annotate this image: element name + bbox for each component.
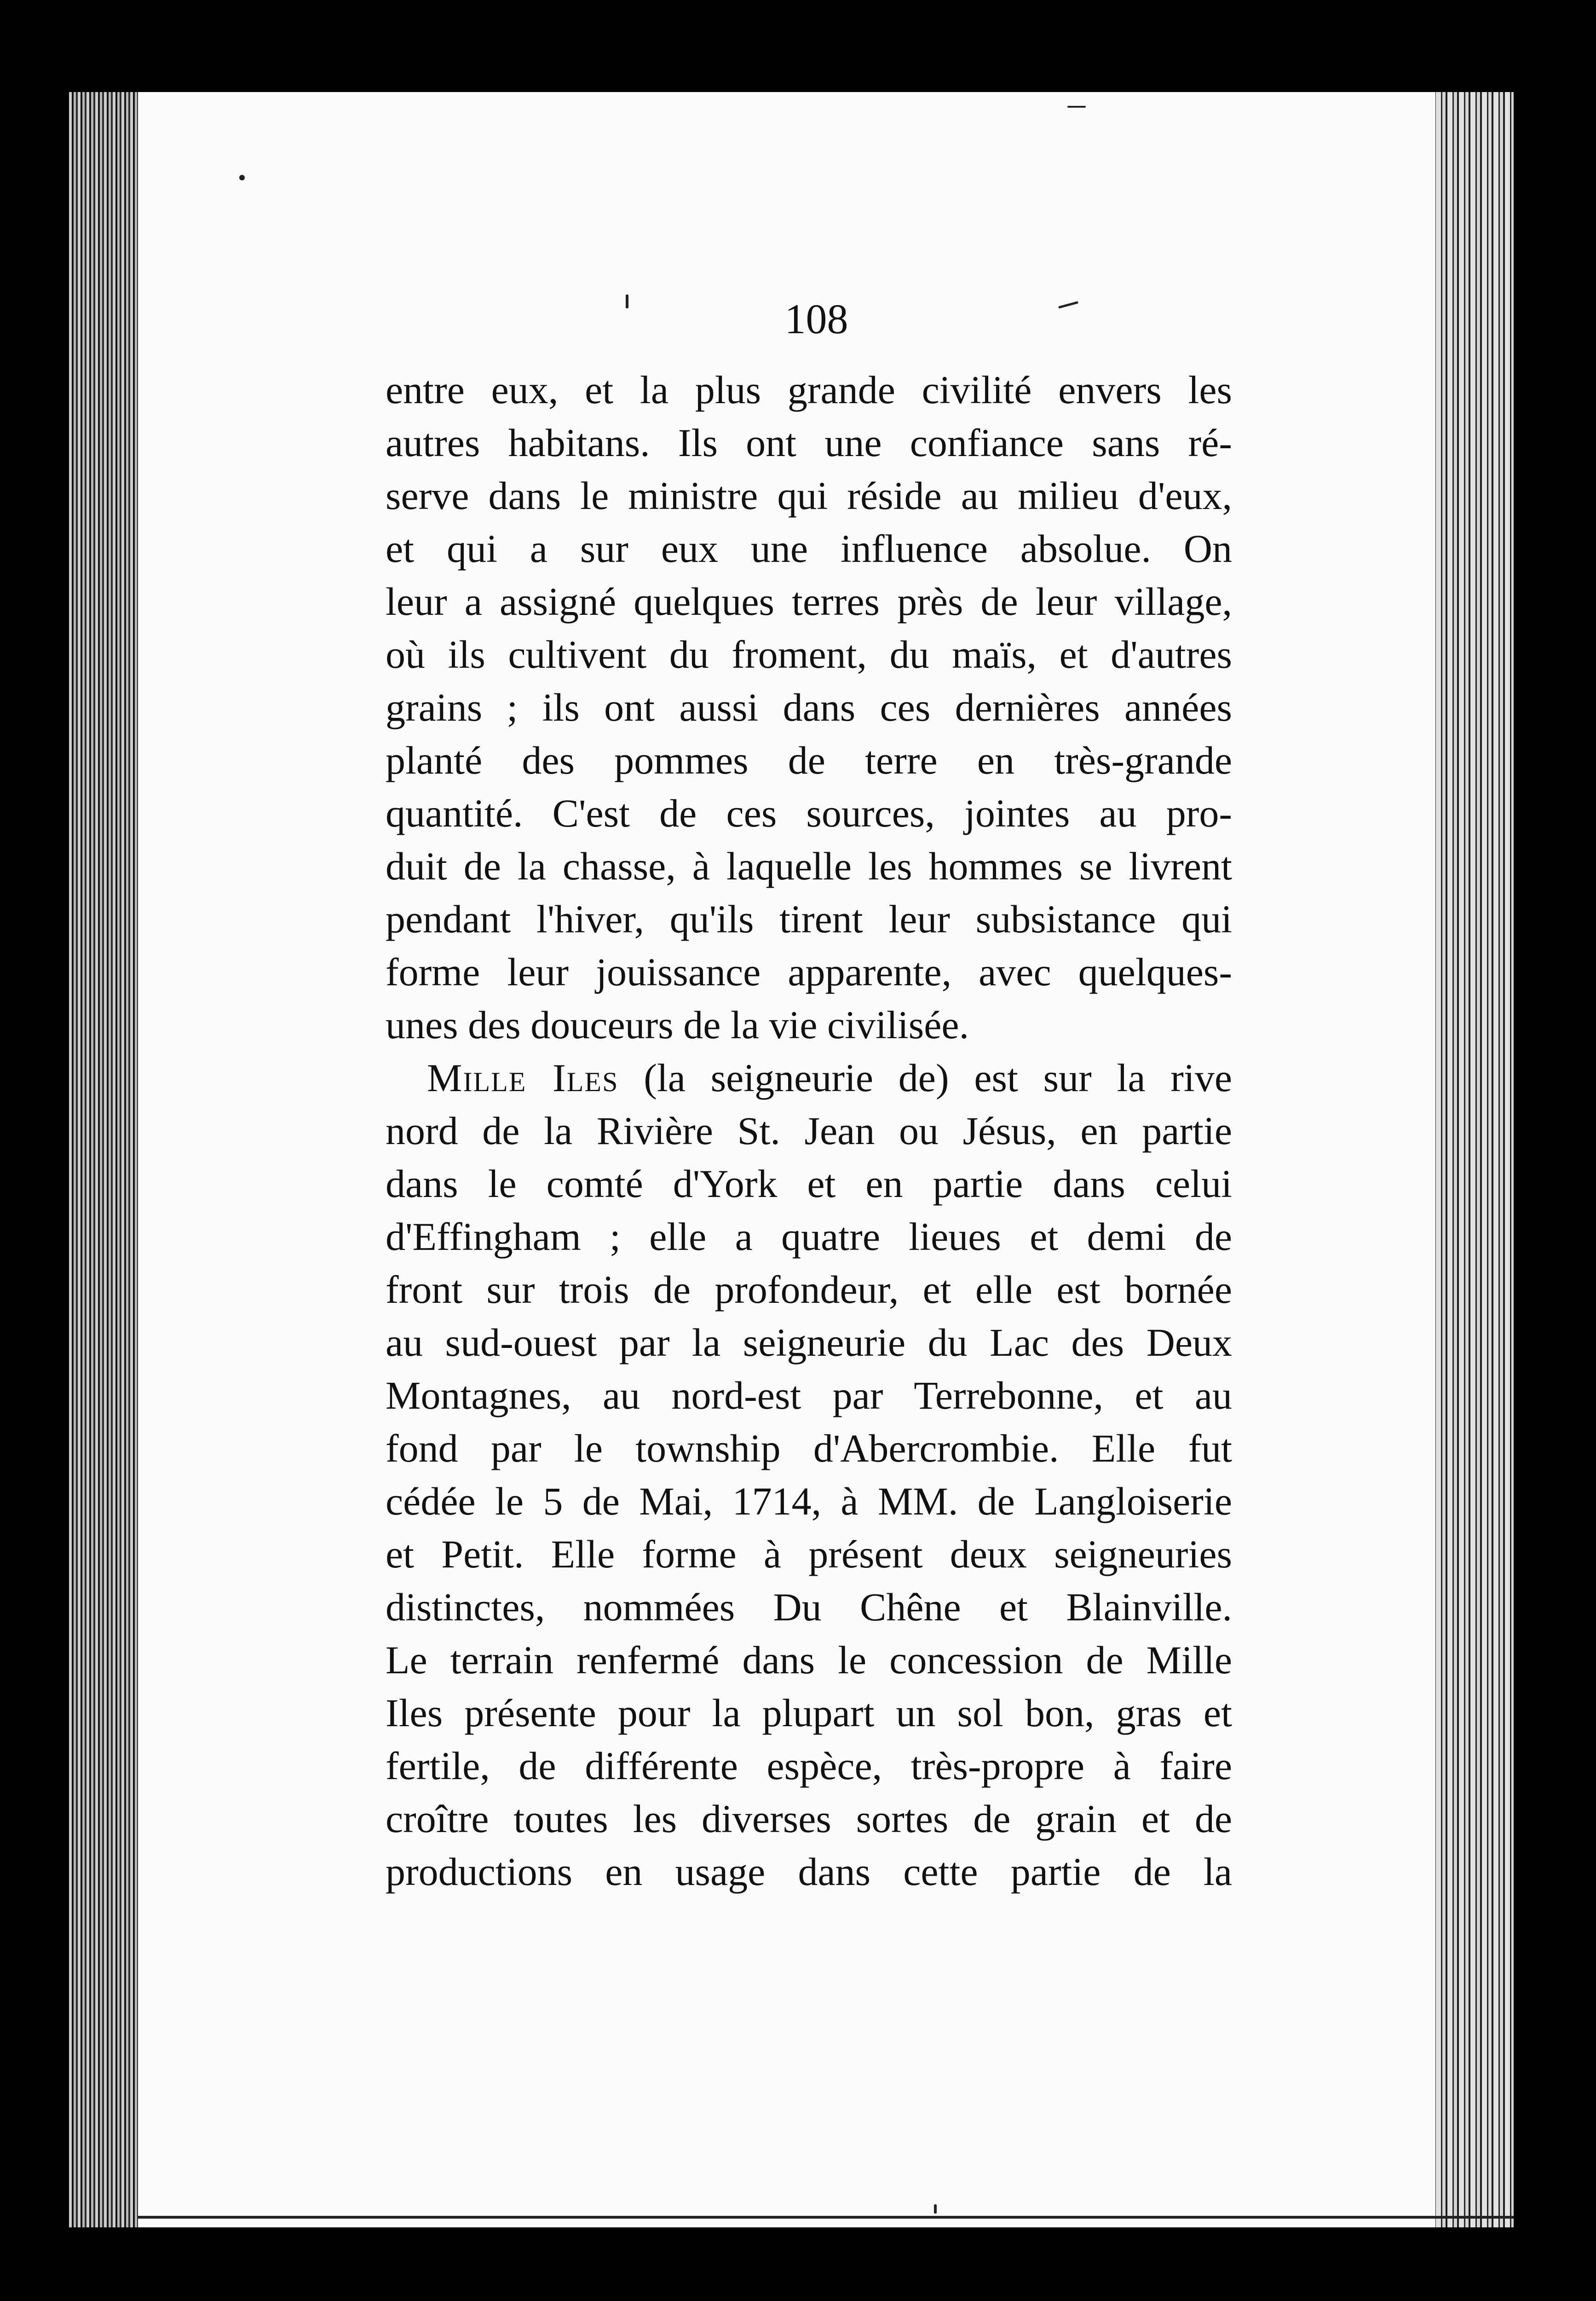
text-line: où ils cultivent du froment, du maïs, et d'autres: [386, 632, 1232, 676]
text-line: fertile, de différente espèce, très-propre à faire: [386, 1744, 1232, 1788]
page-bottom-edge: [138, 2216, 1514, 2219]
text-line: dans le comté d'York et en partie dans celui: [386, 1162, 1232, 1206]
paragraph-first-line: [386, 1052, 1232, 1104]
paragraph-1: [386, 364, 1232, 1052]
text-line: cédée le 5 de Mai, 1714, à MM. de Langloiserie: [386, 1479, 1232, 1523]
text-line: entre eux, et la plus grande civilité envers les: [386, 368, 1232, 412]
text-line: fond par le township d'Abercrombie. Elle fut: [386, 1426, 1232, 1470]
scan-speck: [1067, 106, 1086, 108]
scan-speck: [239, 175, 245, 180]
text-line: front sur trois de profondeur, et elle est bornée: [386, 1267, 1232, 1312]
first-line-rest: (la seigneurie de) est sur la rive: [618, 1056, 1232, 1100]
text-line: Iles présente pour la plupart un sol bon, gras et: [386, 1691, 1232, 1735]
text-line: et Petit. Elle forme à présent deux seigneuries: [386, 1532, 1232, 1576]
text-line: duit de la chasse, à laquelle les hommes se livrent: [386, 844, 1232, 888]
text-line: distinctes, nommées Du Chêne et Blainville.: [386, 1585, 1232, 1629]
text-line: leur a assigné quelques terres près de leur village,: [386, 579, 1232, 624]
text-line: et qui a sur eux une influence absolue. On: [386, 526, 1232, 571]
text-line: Montagnes, au nord-est par Terrebonne, et au: [386, 1373, 1232, 1417]
text-line: d'Effingham ; elle a quatre lieues et demi de: [386, 1214, 1232, 1259]
text-line: productions en usage dans cette partie de la: [386, 1850, 1232, 1894]
scan-speck: [934, 2204, 937, 2214]
text-line: planté des pommes de terre en très-grande: [386, 738, 1232, 782]
text-line: autres habitans. Ils ont une confiance sans ré-: [386, 421, 1232, 465]
page-number: 108: [784, 295, 848, 342]
text-line: unes des douceurs de la vie civilisée.: [386, 1003, 969, 1047]
book-edge-right: [1431, 92, 1514, 2227]
text-line: Le terrain renfermé dans le concession de Mille: [386, 1638, 1232, 1682]
entry-heading: Mille Iles: [427, 1056, 619, 1100]
book-gutter-left: [69, 92, 150, 2227]
paragraph-2: [386, 1052, 1232, 1898]
text-line: pendant l'hiver, qu'ils tirent leur subsistance qui: [386, 897, 1232, 941]
text-line: croître toutes les diverses sortes de grain et de: [386, 1797, 1232, 1841]
text-line: grains ; ils ont aussi dans ces dernières années: [386, 685, 1232, 729]
text-line: nord de la Rivière St. Jean ou Jésus, en partie: [386, 1109, 1232, 1153]
text-line: serve dans le ministre qui réside au milieu d'eux,: [386, 474, 1232, 518]
text-line: forme leur jouissance apparente, avec quelques-: [386, 950, 1232, 994]
text-line: au sud-ouest par la seigneurie du Lac des Deux: [386, 1320, 1232, 1364]
body-text: [386, 364, 1232, 1898]
text-line: quantité. C'est de ces sources, jointes au pro-: [386, 791, 1232, 835]
